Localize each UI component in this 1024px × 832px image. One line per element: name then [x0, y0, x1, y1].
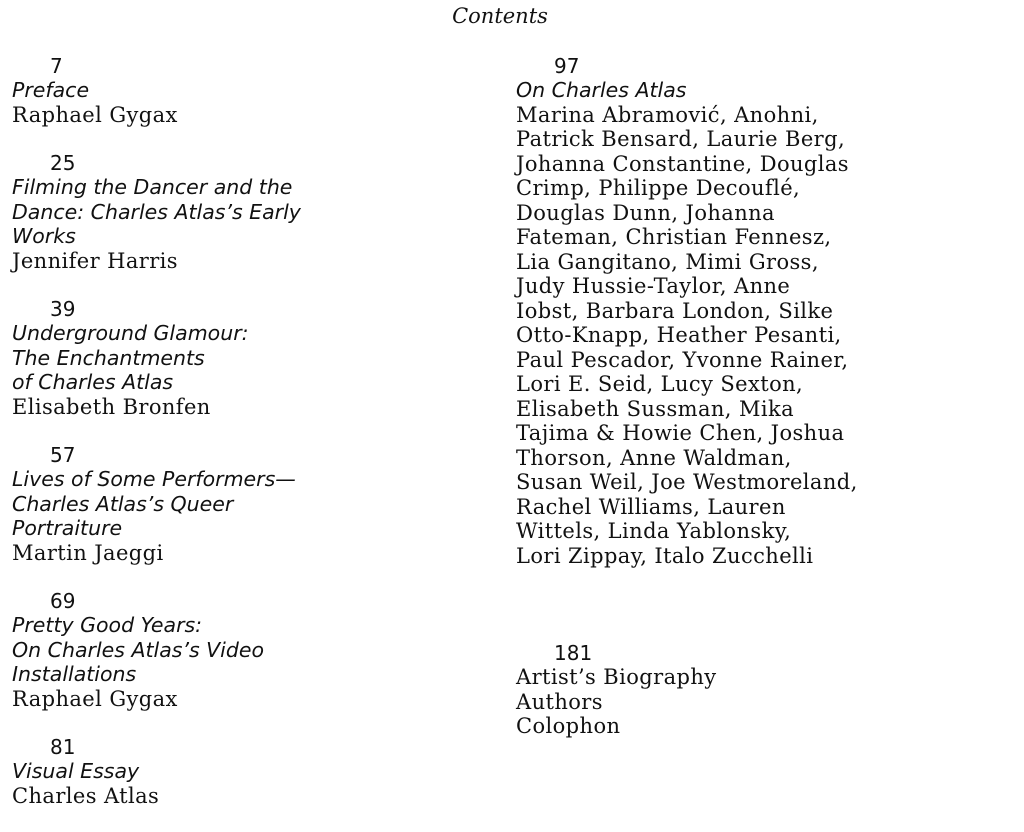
entry-author: Crimp, Philippe Decouflé,	[516, 176, 801, 200]
page-title: Contents	[452, 4, 548, 28]
entry-title: Visual Essay	[12, 759, 140, 783]
entry-author: Fateman, Christian Fennesz,	[516, 225, 832, 249]
entry-author: Jennifer Harris	[12, 248, 178, 273]
entry-author: Rachel Williams, Lauren	[516, 494, 786, 519]
entry-author: Authors	[516, 689, 603, 714]
entry-author: Otto-Knapp, Heather Pesanti,	[516, 323, 842, 347]
entry-author: Martin Jaeggi	[12, 540, 164, 565]
entry-title: Charles Atlas’s Queer	[12, 491, 234, 516]
toc-entry	[12, 151, 492, 273]
entry-author: Raphael Gygax	[12, 686, 178, 711]
contents-right-column	[516, 54, 1016, 763]
entry-author: Marina Abramović, Anohni,	[516, 102, 819, 127]
page-number: 69	[50, 589, 76, 613]
entry-author: Artist’s Biography	[516, 665, 717, 689]
entry-title: Portraiture	[12, 516, 123, 540]
entry-author: Elisabeth Bronfen	[12, 394, 211, 419]
entry-author: Paul Pescador, Yvonne Rainer,	[516, 347, 849, 372]
page-number: 81	[50, 735, 76, 759]
toc-entry	[12, 297, 492, 419]
entry-title: Lives of Some Performers—	[12, 467, 296, 491]
entry-title: The Enchantments	[12, 345, 205, 370]
toc-entry	[516, 54, 1016, 568]
entry-author: Colophon	[516, 714, 621, 738]
entry-title: Dance: Charles Atlas’s Early	[12, 199, 301, 224]
entry-author: Iobst, Barbara London, Silke	[516, 298, 834, 323]
entry-author: Lia Gangitano, Mimi Gross,	[516, 249, 819, 274]
page-number: 57	[50, 443, 76, 467]
toc-entry	[12, 589, 492, 711]
toc-entry	[12, 443, 492, 565]
entry-author: Raphael Gygax	[12, 102, 178, 127]
entry-title: Pretty Good Years:	[12, 613, 203, 637]
entry-author: Charles Atlas	[12, 783, 160, 808]
entry-title: of Charles Atlas	[12, 370, 174, 394]
entry-title: Filming the Dancer and the	[12, 175, 293, 199]
entry-author: Susan Weil, Joe Westmoreland,	[516, 470, 858, 494]
toc-entry	[516, 641, 1016, 739]
entry-author: Elisabeth Sussman, Mika	[516, 396, 795, 421]
spacer	[516, 592, 1016, 641]
entry-title: Underground Glamour:	[12, 321, 249, 345]
toc-entry	[12, 735, 492, 808]
entry-title: Works	[12, 224, 76, 248]
entry-author: Tajima & Howie Chen, Joshua	[516, 421, 845, 445]
entry-title: Installations	[12, 662, 137, 686]
page-number: 25	[50, 151, 76, 175]
entry-author: Patrick Bensard, Laurie Berg,	[516, 127, 846, 151]
entry-title: On Charles Atlas’s Video	[12, 637, 265, 662]
contents-left-column	[12, 54, 492, 832]
page-number: 97	[554, 54, 580, 78]
entry-author: Judy Hussie-Taylor, Anne	[516, 274, 791, 298]
page-number: 7	[50, 54, 63, 78]
entry-title: On Charles Atlas	[516, 78, 687, 102]
toc-entry	[12, 54, 492, 127]
entry-author: Thorson, Anne Waldman,	[516, 445, 792, 470]
entry-author: Johanna Constantine, Douglas	[516, 151, 849, 176]
entry-author: Lori E. Seid, Lucy Sexton,	[516, 372, 804, 396]
entry-title: Preface	[12, 78, 90, 102]
page-number: 181	[554, 641, 593, 665]
entry-author: Lori Zippay, Italo Zucchelli	[516, 543, 814, 568]
entry-author: Douglas Dunn, Johanna	[516, 200, 775, 225]
entry-author: Wittels, Linda Yablonsky,	[516, 519, 792, 543]
page-number: 39	[50, 297, 76, 321]
